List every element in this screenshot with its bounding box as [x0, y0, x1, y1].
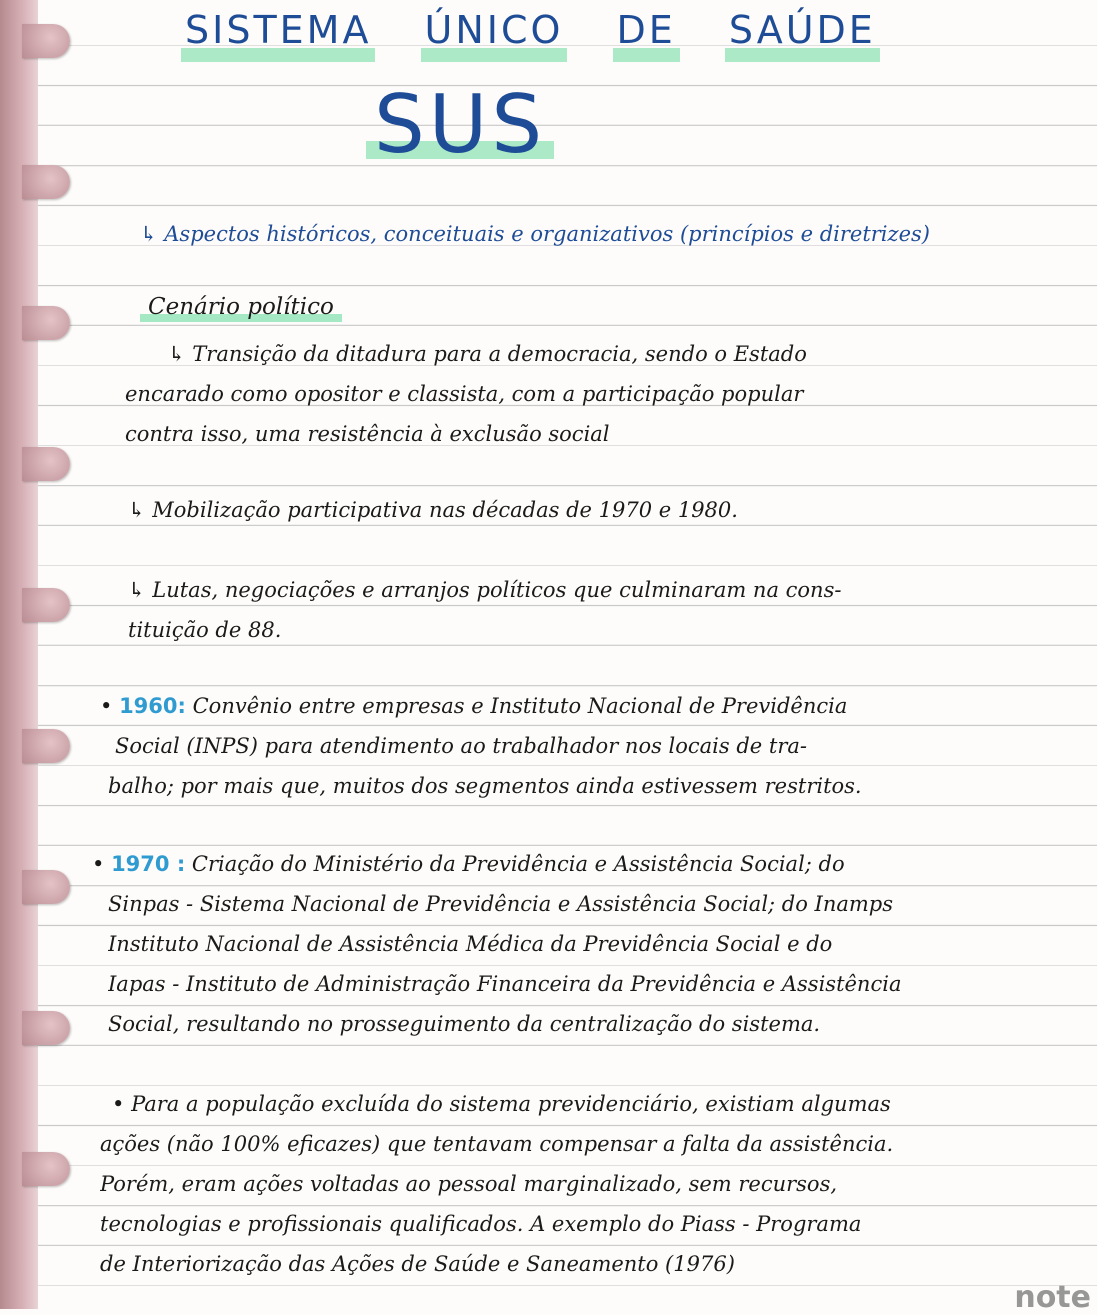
section-heading: Cenário político — [148, 294, 334, 320]
entry-line: Iapas - Instituto de Administração Financeira da Previdência e Assistência — [108, 972, 902, 996]
paragraph-line: ↳ Transição da ditadura para a democracia, sendo o Estado — [168, 342, 807, 366]
entry-line: ações (não 100% eficazes) que tentavam compensar a falta da assistência. — [100, 1132, 894, 1156]
binder-ring — [22, 165, 70, 199]
entry-line: Social, resultando no prosseguimento da centralização do sistema. — [108, 1012, 821, 1036]
title-word: DE — [616, 8, 676, 52]
entry-line: balho; por mais que, muitos dos segmentos ainda estivessem restritos. — [108, 774, 862, 798]
entry-line: Sinpas - Sistema Nacional de Previdência e Assistência Social; do Inamps — [108, 892, 894, 916]
entry-text: Convênio entre empresas e Instituto Nacional de Previdência — [192, 694, 848, 718]
binder-ring — [22, 24, 70, 58]
paragraph-line: encarado como opositor e classista, com a participação popular — [125, 382, 804, 406]
entry-line: Porém, eram ações voltadas ao pessoal marginalizado, sem recursos, — [100, 1172, 838, 1196]
entry-first-line: • Para a população excluída do sistema previdenciário, existiam algumas — [112, 1092, 891, 1116]
entry-first-line: • 1960: Convênio entre empresas e Instituto Nacional de Previdência — [100, 694, 848, 718]
binder-ring — [22, 729, 70, 763]
paragraph-line: ↳ Mobilização participativa nas décadas de 1970 e 1980. — [128, 498, 738, 522]
binder-ring — [22, 588, 70, 622]
entry-line: de Interiorização das Ações de Saúde e Saneamento (1976) — [100, 1252, 735, 1276]
page-acronym: SUS — [374, 78, 547, 171]
binder-ring — [22, 447, 70, 481]
title-word: SISTEMA — [185, 8, 372, 52]
title-word: ÚNICO — [424, 8, 564, 52]
entry-text: Criação do Ministério da Previdência e Assistência Social; do — [191, 852, 845, 876]
binder-ring — [22, 1011, 70, 1045]
binder-ring — [22, 306, 70, 340]
title-word: SAÚDE — [728, 8, 876, 52]
intro-line: ↳ Aspectos históricos, conceituais e organizativos (princípios e diretrizes) — [140, 222, 930, 246]
page-title — [185, 8, 914, 52]
entry-line: Social (INPS) para atendimento ao trabalhador nos locais de tra- — [115, 734, 807, 758]
entry-year: 1960: — [119, 694, 186, 718]
binder-ring — [22, 1152, 70, 1186]
paragraph-line: contra isso, uma resistência à exclusão social — [125, 422, 610, 446]
entry-line: tecnologias e profissionais qualificados. A exemplo do Piass - Programa — [100, 1212, 862, 1236]
entry-year: 1970 : — [111, 852, 186, 876]
watermark-logo: note — [1014, 1280, 1091, 1315]
entry-first-line: • 1970 : Criação do Ministério da Previdência e Assistência Social; do — [92, 852, 845, 876]
paragraph-line: ↳ Lutas, negociações e arranjos políticos que culminaram na cons- — [128, 578, 842, 602]
entry-text: Para a população excluída do sistema previdenciário, existiam algumas — [131, 1092, 891, 1116]
binder-ring — [22, 870, 70, 904]
entry-line: Instituto Nacional de Assistência Médica da Previdência Social e do — [108, 932, 833, 956]
paragraph-line: tituição de 88. — [128, 618, 282, 642]
